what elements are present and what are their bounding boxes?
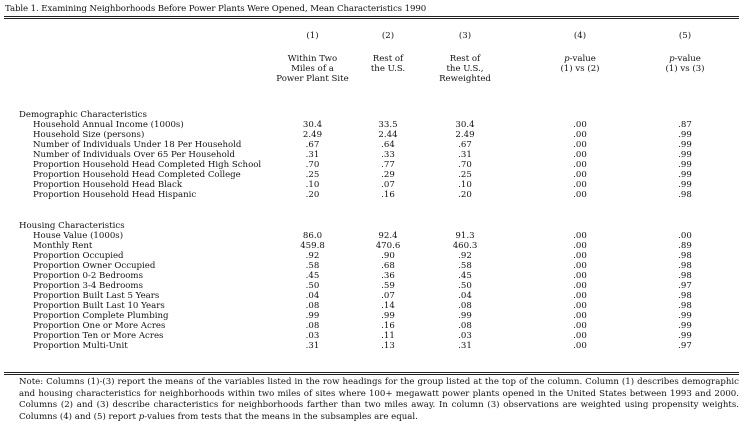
cell-col-3: .45 bbox=[458, 271, 472, 281]
row-label: Number of Individuals Under 18 Per Household bbox=[33, 140, 242, 150]
note-text-end: -values from tests that the means in the subsamples are equal. bbox=[144, 411, 418, 422]
cell-col-2: .68 bbox=[381, 261, 395, 271]
cell-col-2: .59 bbox=[381, 281, 395, 291]
cell-col-5: .97 bbox=[678, 341, 692, 351]
cell-col-4: .00 bbox=[573, 261, 587, 271]
table-row bbox=[0, 190, 744, 200]
cell-col-5: .98 bbox=[678, 271, 692, 281]
cell-col-5: .89 bbox=[678, 241, 692, 251]
column-heading-line bbox=[550, 54, 610, 64]
row-label: Proportion 0-2 Bedrooms bbox=[33, 271, 143, 281]
cell-col-4: .00 bbox=[573, 190, 587, 200]
column-heading-line: Power Plant Site bbox=[276, 74, 349, 85]
cell-col-3: .25 bbox=[458, 170, 472, 180]
cell-col-5: .99 bbox=[678, 311, 692, 321]
cell-col-1: .45 bbox=[305, 271, 320, 281]
cell-col-5: .99 bbox=[678, 150, 692, 160]
cell-col-4: .00 bbox=[573, 291, 587, 301]
cell-col-5: .98 bbox=[678, 261, 692, 271]
cell-col-3: .20 bbox=[458, 190, 472, 200]
row-label: Proportion Multi-Unit bbox=[33, 341, 128, 351]
section-title-demographic: Demographic Characteristics bbox=[19, 110, 147, 120]
section-title-housing: Housing Characteristics bbox=[19, 221, 125, 231]
cell-col-2: .99 bbox=[381, 311, 395, 321]
cell-col-3: 460.3 bbox=[452, 241, 478, 251]
cell-col-4: .00 bbox=[573, 241, 587, 251]
row-label: Proportion Household Head Completed High School bbox=[33, 160, 262, 170]
row-label: Proportion Ten or More Acres bbox=[33, 331, 164, 341]
cell-col-1: .31 bbox=[305, 341, 320, 351]
bottom-rule bbox=[4, 372, 739, 373]
column-heading-1 bbox=[265, 54, 360, 85]
cell-col-1: .58 bbox=[305, 261, 320, 271]
cell-col-5: .97 bbox=[678, 281, 692, 291]
row-label: Household Annual Income (1000s) bbox=[33, 120, 184, 130]
cell-col-4: .00 bbox=[573, 231, 587, 241]
cell-col-4: .00 bbox=[573, 311, 587, 321]
cell-col-1: .67 bbox=[305, 140, 320, 150]
cell-col-2: .13 bbox=[381, 341, 395, 351]
table-row bbox=[0, 311, 744, 321]
table-row bbox=[0, 291, 744, 301]
cell-col-1: .70 bbox=[305, 160, 320, 170]
row-label: Proportion Built Last 5 Years bbox=[33, 291, 160, 301]
cell-col-5: .98 bbox=[678, 301, 692, 311]
row-label: Monthly Rent bbox=[33, 241, 93, 251]
rows-housing bbox=[0, 231, 744, 351]
cell-col-5: .99 bbox=[678, 170, 692, 180]
cell-col-1: .20 bbox=[305, 190, 320, 200]
cell-col-2: .16 bbox=[381, 190, 395, 200]
column-heading-line: (1) vs (3) bbox=[665, 64, 705, 75]
cell-col-3: .31 bbox=[458, 341, 472, 351]
cell-col-1: .99 bbox=[305, 311, 320, 321]
cell-col-4: .00 bbox=[573, 331, 587, 341]
cell-col-4: .00 bbox=[573, 251, 587, 261]
bottom-rule-double bbox=[4, 374, 739, 375]
cell-col-3: .08 bbox=[458, 321, 472, 331]
cell-col-4: .00 bbox=[573, 301, 587, 311]
table-row bbox=[0, 321, 744, 331]
cell-col-5: .98 bbox=[678, 190, 692, 200]
cell-col-2: .90 bbox=[381, 251, 395, 261]
row-label: Proportion Household Head Completed College bbox=[33, 170, 241, 180]
cell-col-4: .00 bbox=[573, 150, 587, 160]
cell-col-4: .00 bbox=[573, 130, 587, 140]
column-number-2: (2) bbox=[381, 31, 395, 41]
column-number-4: (4) bbox=[573, 31, 587, 41]
cell-col-3: .31 bbox=[458, 150, 472, 160]
cell-col-2: .14 bbox=[381, 301, 395, 311]
column-number-3: (3) bbox=[458, 31, 472, 41]
table-row bbox=[0, 251, 744, 261]
cell-col-2: .07 bbox=[381, 291, 395, 301]
table-row bbox=[0, 301, 744, 311]
cell-col-4: .00 bbox=[573, 170, 587, 180]
cell-col-4: .00 bbox=[573, 321, 587, 331]
column-heading-4 bbox=[550, 54, 610, 74]
cell-col-5: .99 bbox=[678, 180, 692, 190]
cell-col-3: .10 bbox=[458, 180, 472, 190]
cell-col-4: .00 bbox=[573, 140, 587, 150]
cell-col-5: .87 bbox=[678, 120, 692, 130]
row-label: Proportion Occupied bbox=[33, 251, 124, 261]
column-number-5: (5) bbox=[678, 31, 692, 41]
column-heading-text: -value bbox=[569, 54, 596, 64]
row-label: Proportion 3-4 Bedrooms bbox=[33, 281, 143, 291]
cell-col-3: .08 bbox=[458, 301, 472, 311]
cell-col-2: .29 bbox=[381, 170, 395, 180]
cell-col-5: .99 bbox=[678, 130, 692, 140]
cell-col-3: .50 bbox=[458, 281, 472, 291]
column-heading-line: Within Two bbox=[287, 54, 338, 64]
table-row bbox=[0, 271, 744, 281]
cell-col-5: .98 bbox=[678, 291, 692, 301]
italic-p: p bbox=[564, 54, 570, 64]
table-caption: Table 1. Examining Neighborhoods Before Power Plants Were Opened, Mean Characteristics 1990 bbox=[5, 4, 427, 14]
cell-col-2: .16 bbox=[381, 321, 395, 331]
column-heading-line: Reweighted bbox=[439, 74, 491, 85]
cell-col-3: 2.49 bbox=[455, 130, 475, 140]
table-row bbox=[0, 331, 744, 341]
row-label: Number of Individuals Over 65 Per Household bbox=[33, 150, 236, 160]
column-heading-line: Rest of bbox=[449, 54, 481, 64]
cell-col-2: .64 bbox=[381, 140, 395, 150]
cell-col-4: .00 bbox=[573, 281, 587, 291]
table-row bbox=[0, 160, 744, 170]
rows-demographic bbox=[0, 120, 744, 200]
column-number-1: (1) bbox=[306, 31, 319, 41]
cell-col-3: .67 bbox=[458, 140, 472, 150]
table-note bbox=[19, 377, 739, 423]
column-heading-line bbox=[655, 54, 715, 64]
italic-p: p bbox=[669, 54, 675, 64]
table-row bbox=[0, 180, 744, 190]
column-heading-2 bbox=[353, 54, 423, 74]
top-rule bbox=[4, 16, 739, 17]
cell-col-1: 86.0 bbox=[302, 231, 323, 241]
row-label: Proportion Built Last 10 Years bbox=[33, 301, 165, 311]
cell-col-2: .07 bbox=[381, 180, 395, 190]
note-text: Note: Columns (1)-(3) report the means of the variables listed in the row headings for the group listed at the top of the column. Column (1) describes demographic and housing characteristics for neighborhoods within two miles of sites where 100+ megawatt power plants opened in the United States between 1993 and 2000. Columns (2) and (3) describe characteristics for neighborhoods farther than two miles away. In column (3) observations are weighted using propensity weights. Columns (4) and (5) report bbox=[19, 377, 739, 422]
row-label: Proportion One or More Acres bbox=[33, 321, 166, 331]
cell-col-1: .04 bbox=[305, 291, 320, 301]
cell-col-1: 2.49 bbox=[302, 130, 323, 140]
cell-col-4: .00 bbox=[573, 180, 587, 190]
cell-col-1: .50 bbox=[305, 281, 320, 291]
cell-col-1: .10 bbox=[305, 180, 320, 190]
cell-col-3: 30.4 bbox=[455, 120, 475, 130]
column-heading-line: (1) vs (2) bbox=[560, 64, 600, 75]
cell-col-5: .99 bbox=[678, 140, 692, 150]
cell-col-1: 459.8 bbox=[300, 241, 325, 251]
cell-col-2: 92.4 bbox=[378, 231, 398, 241]
table-row bbox=[0, 241, 744, 251]
table-row bbox=[0, 140, 744, 150]
table-row bbox=[0, 150, 744, 160]
column-heading-line: the U.S., bbox=[446, 64, 484, 75]
table-row bbox=[0, 261, 744, 271]
cell-col-3: .92 bbox=[458, 251, 472, 261]
cell-col-1: .08 bbox=[305, 301, 320, 311]
cell-col-2: .77 bbox=[381, 160, 395, 170]
cell-col-4: .00 bbox=[573, 341, 587, 351]
column-heading-text: -value bbox=[674, 54, 701, 64]
table-row bbox=[0, 281, 744, 291]
cell-col-3: .70 bbox=[458, 160, 472, 170]
cell-col-1: .31 bbox=[305, 150, 320, 160]
cell-col-5: .00 bbox=[678, 231, 692, 241]
cell-col-1: .08 bbox=[305, 321, 320, 331]
cell-col-1: .92 bbox=[305, 251, 320, 261]
cell-col-3: .58 bbox=[458, 261, 472, 271]
cell-col-3: 91.3 bbox=[455, 231, 475, 241]
cell-col-2: 2.44 bbox=[378, 130, 398, 140]
row-label: Proportion Complete Plumbing bbox=[33, 311, 169, 321]
cell-col-2: .36 bbox=[381, 271, 395, 281]
cell-col-5: .99 bbox=[678, 321, 692, 331]
row-label: Proportion Owner Occupied bbox=[33, 261, 156, 271]
table-row bbox=[0, 120, 744, 130]
cell-col-2: 33.5 bbox=[378, 120, 398, 130]
row-label: Proportion Household Head Hispanic bbox=[33, 190, 197, 200]
cell-col-4: .00 bbox=[573, 160, 587, 170]
column-heading-3 bbox=[420, 54, 510, 85]
cell-col-3: .04 bbox=[458, 291, 472, 301]
column-heading-line: Miles of a bbox=[291, 64, 334, 75]
cell-col-3: .99 bbox=[458, 311, 472, 321]
note-italic-p: p bbox=[138, 411, 145, 422]
cell-col-4: .00 bbox=[573, 271, 587, 281]
row-label: House Value (1000s) bbox=[33, 231, 124, 241]
cell-col-5: .99 bbox=[678, 331, 692, 341]
table-row bbox=[0, 170, 744, 180]
column-heading-5 bbox=[655, 54, 715, 74]
cell-col-2: 470.6 bbox=[375, 241, 401, 251]
cell-col-5: .99 bbox=[678, 160, 692, 170]
cell-col-2: .11 bbox=[381, 331, 395, 341]
table-row bbox=[0, 341, 744, 351]
top-rule-double bbox=[4, 18, 739, 19]
cell-col-1: .03 bbox=[305, 331, 320, 341]
table-row bbox=[0, 130, 744, 140]
cell-col-1: .25 bbox=[305, 170, 320, 180]
cell-col-4: .00 bbox=[573, 120, 587, 130]
row-label: Proportion Household Head Black bbox=[33, 180, 183, 190]
cell-col-2: .33 bbox=[381, 150, 395, 160]
table-row bbox=[0, 231, 744, 241]
row-label: Household Size (persons) bbox=[33, 130, 145, 140]
column-heading-line: the U.S. bbox=[370, 64, 406, 75]
column-heading-line: Rest of bbox=[372, 54, 404, 64]
cell-col-1: 30.4 bbox=[302, 120, 323, 130]
cell-col-3: .03 bbox=[458, 331, 472, 341]
cell-col-5: .98 bbox=[678, 251, 692, 261]
